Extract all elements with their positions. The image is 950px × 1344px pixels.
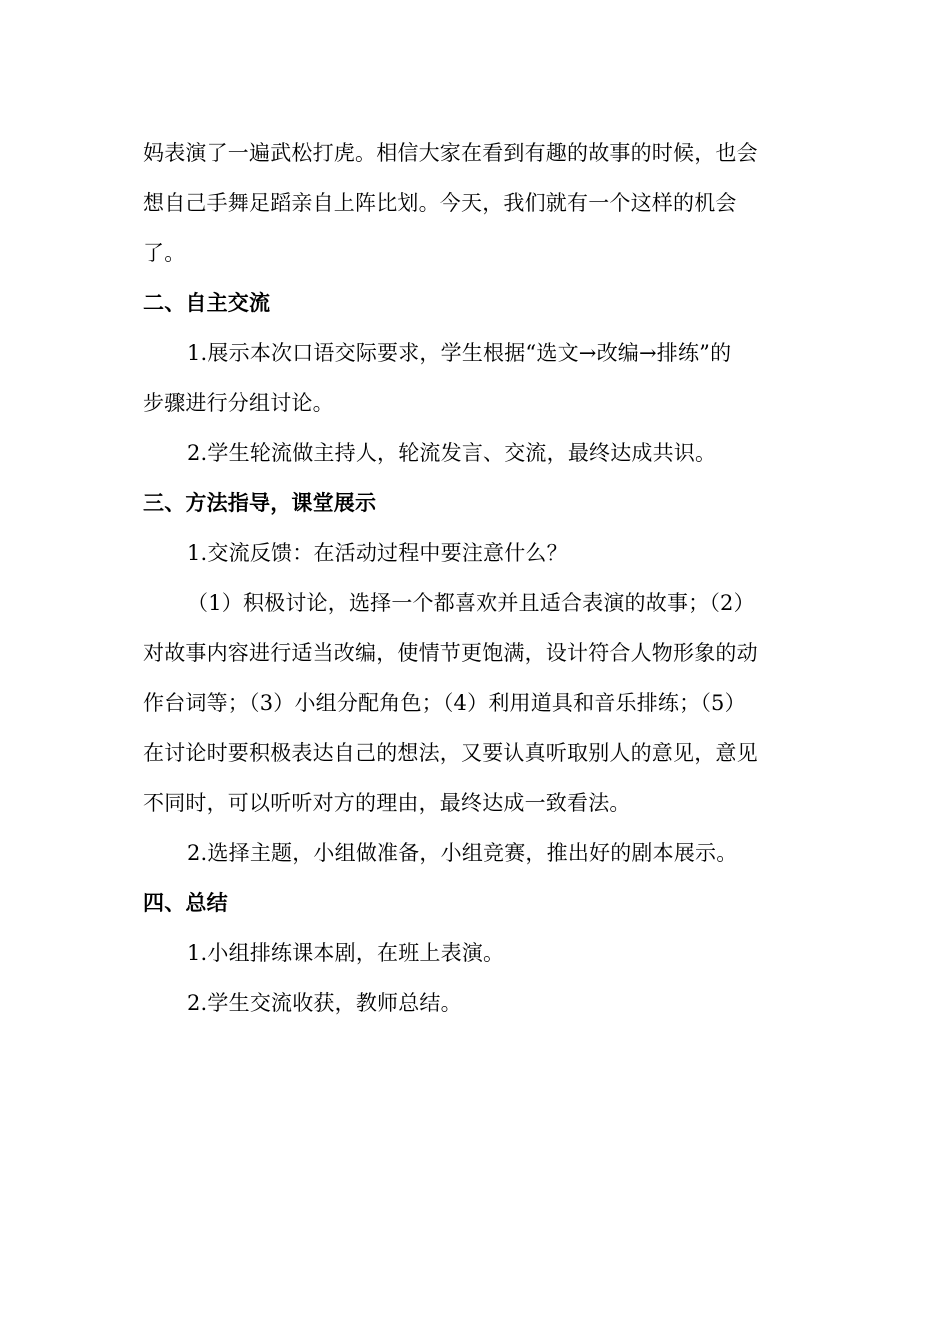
paragraph-line: 2.选择主题，小组做准备，小组竞赛，推出好的剧本展示。 xyxy=(187,841,738,865)
paragraph-line: （1）积极讨论，选择一个都喜欢并且适合表演的故事；（2） xyxy=(187,591,755,615)
paragraph-line: 1.交流反馈：在活动过程中要注意什么？ xyxy=(187,541,568,565)
paragraph-line: 2.学生交流收获，教师总结。 xyxy=(187,991,462,1015)
paragraph-line: 步骤进行分组讨论。 xyxy=(143,391,334,415)
paragraph-line: 1.小组排练课本剧，在班上表演。 xyxy=(187,941,505,965)
paragraph-line: 在讨论时要积极表达自己的想法，又要认真听取别人的意见，意见 xyxy=(143,741,758,765)
paragraph-line: 1.展示本次口语交际要求，学生根据“选文→改编→排练”的 xyxy=(187,341,732,365)
section-heading: 三、方法指导，课堂展示 xyxy=(143,491,377,515)
paragraph-line: 2.学生轮流做主持人，轮流发言、交流，最终达成共识。 xyxy=(187,441,717,465)
paragraph-line: 妈表演了一遍武松打虎。相信大家在看到有趣的故事的时候，也会 xyxy=(143,141,758,165)
paragraph-line: 作台词等；（3）小组分配角色；（4）利用道具和音乐排练；（5） xyxy=(143,691,746,715)
paragraph-line: 不同时，可以听听对方的理由，最终达成一致看法。 xyxy=(143,791,631,815)
paragraph-line: 对故事内容进行适当改编，使情节更饱满，设计符合人物形象的动 xyxy=(143,641,758,665)
paragraph-line: 了。 xyxy=(143,241,186,265)
document-body xyxy=(143,128,807,1028)
paragraph-line: 想自己手舞足蹈亲自上阵比划。今天，我们就有一个这样的机会 xyxy=(143,191,737,215)
section-heading: 四、总结 xyxy=(143,891,228,915)
section-heading: 二、自主交流 xyxy=(143,291,271,315)
